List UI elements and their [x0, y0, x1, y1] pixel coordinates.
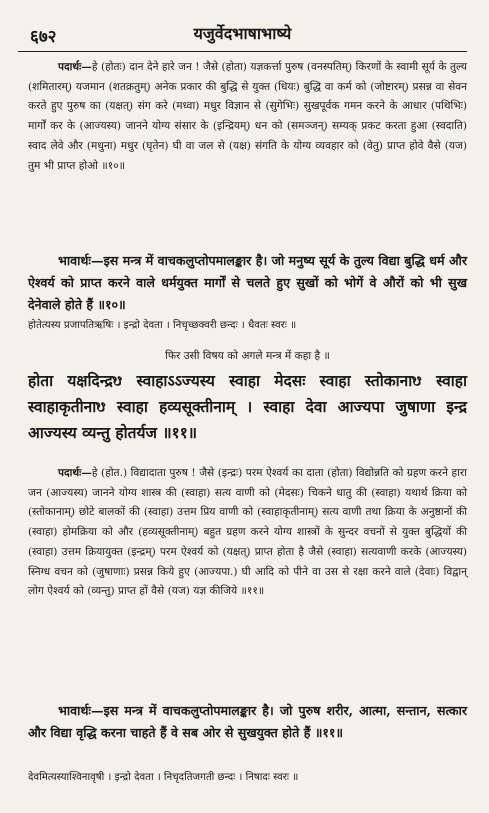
padartha-text: हे (होतः) दान देने हारे जन ! जैसे (होता) यज्ञकर्त्ता पुरुष (वनस्पतिम्) किरणों के स्वामी सूर्य के तुल्य (शमितारम्) यजमान (शतक्रतुम्) अनेक प्रकार की बुद्धि से युक्त (धियः) बुद्धि वा कर्म को (जोष्टारम्) प्रसन्न वा सेवन करते हुए पुरुष का (यक्षत्) संग करे (मध्वा) मधुर विज्ञान से (सुगेभिः) सुखपूर्वक गमन करने के आधार (पथिभिः) मार्गों कर के (आज्यस्य) जानने योग्य संसार के (इन्द्रियम्) धन को (समञ्जन्) सम्यक् प्रकट करता हुआ (स्वदाति) स्वाद लेवे और (मधुना) मधुर (घृतेन) घी वा जल से (यक्ष) संगति के योग्य व्यवहार को (वेतु) प्राप्त होवे वैसे (यज) तुम भी प्राप्त होओ ॥१०॥	[28, 61, 467, 172]
bhavartha-paragraph-11	[28, 700, 467, 744]
page-number: ६७२	[30, 27, 57, 47]
bhavartha-text: इस मन्त्र में वाचकलुप्तोपमालङ्कार है। जो मनुष्य सूर्य के तुल्य विद्या बुद्धि धर्म और ऐश्वर्य को प्राप्त करने वाले धर्मयुक्त मार्गों से चलते हुए सुखों को भोगें वे औरों को भी सुख देनेवाले होते हैं ॥१०॥	[28, 253, 467, 312]
padartha-paragraph-10	[28, 58, 467, 176]
padartha-paragraph-11	[28, 464, 467, 602]
header-rule	[18, 51, 467, 52]
section-intro: फिर उसी विषय को अगले मन्त्र में कहा है ॥	[165, 350, 330, 362]
bhavartha-text: इस मन्त्र में वाचकलुप्तोपमालङ्कार है। जो पुरुष शरीर, आत्मा, सन्तान, सत्कार और विद्या वृद्धि करना चाहते हैं वे सब ओर से सुखयुक्त होते हैं ॥११॥	[28, 703, 467, 740]
padartha-text: हे (होत.) विद्यादाता पुरुष ! जैसे (इन्द्रः) परम ऐश्वर्य का दाता (होता) विद्योन्नति को ग्रहण करने हारा जन (आज्यस्य) जानने योग्य शास्त्र की (स्वाहा) सत्य वाणी को (मेदसः) चिकने धातु की (स्वाहा) यथार्थ क्रिया को (स्तोकानाम्) छोटे बालकों की (स्वाहा) उत्तम प्रिय वाणी को (स्वाहाकृतीनाम्) सत्य वाणी तथा क्रिया के अनुष्ठानों की (स्वाहा) होमक्रिया को और (हव्यसूक्तीनाम्) बहुत ग्रहण करने योग्य शास्त्रों के सुन्दर वचनों से युक्त बुद्धियों की (स्वाहा) उत्तम क्रियायुक्त (इन्द्रम्) परम ऐश्वर्य को (यक्षत्) प्राप्त होता है जैसे (स्वाहा) सत्यवाणी करके (आज्यस्य) स्निग्ध वचन को (जुषाणाः) प्रसन्न किये हुए (आज्यपा.) घी आदि को पीने वा उस से रक्षा करने वाले (देवाः) विद्वान् लोग ऐश्वर्य को (व्यन्तु) प्राप्त हों वैसे (यज) यज्ञ कीजिये ॥११॥	[28, 467, 467, 598]
running-title: यजुर्वेदभाषाभाष्ये	[193, 24, 292, 43]
mantra-11: होता यक्षदिन्द्रᳪ स्वाहाऽऽज्यस्य स्वाहा मेदसः स्वाहा स्तोकानाᳪ स्वाहा स्वाहाकृतीनाᳪ स्वाहा हव्यसूक्तीनाम् । स्वाहा देवा आज्यपा जुषाणा इन्द्र आज्यस्य व्यन्तु होतर्यज ॥११॥	[28, 371, 467, 442]
bhavartha-label: भावार्थः—	[58, 703, 104, 718]
mantra-meta-10: होतेत्यस्य प्रजापतिऋषिः । इन्द्रो देवता । निचृच्छक्वरी छन्दः । धैवतः स्वरः ॥	[28, 320, 297, 331]
padartha-label: पदार्थः—	[58, 61, 92, 73]
padartha-label: पदार्थः—	[58, 467, 92, 479]
bhavartha-label: भावार्थः—	[58, 253, 104, 268]
bhavartha-paragraph-10	[28, 250, 467, 316]
mantra-meta-11: देवमित्यस्याश्विनावृषी । इन्द्रो देवता । निचृदतिजगती छन्दः । निषादः स्वरः ॥	[28, 772, 299, 783]
page-header	[18, 10, 467, 50]
